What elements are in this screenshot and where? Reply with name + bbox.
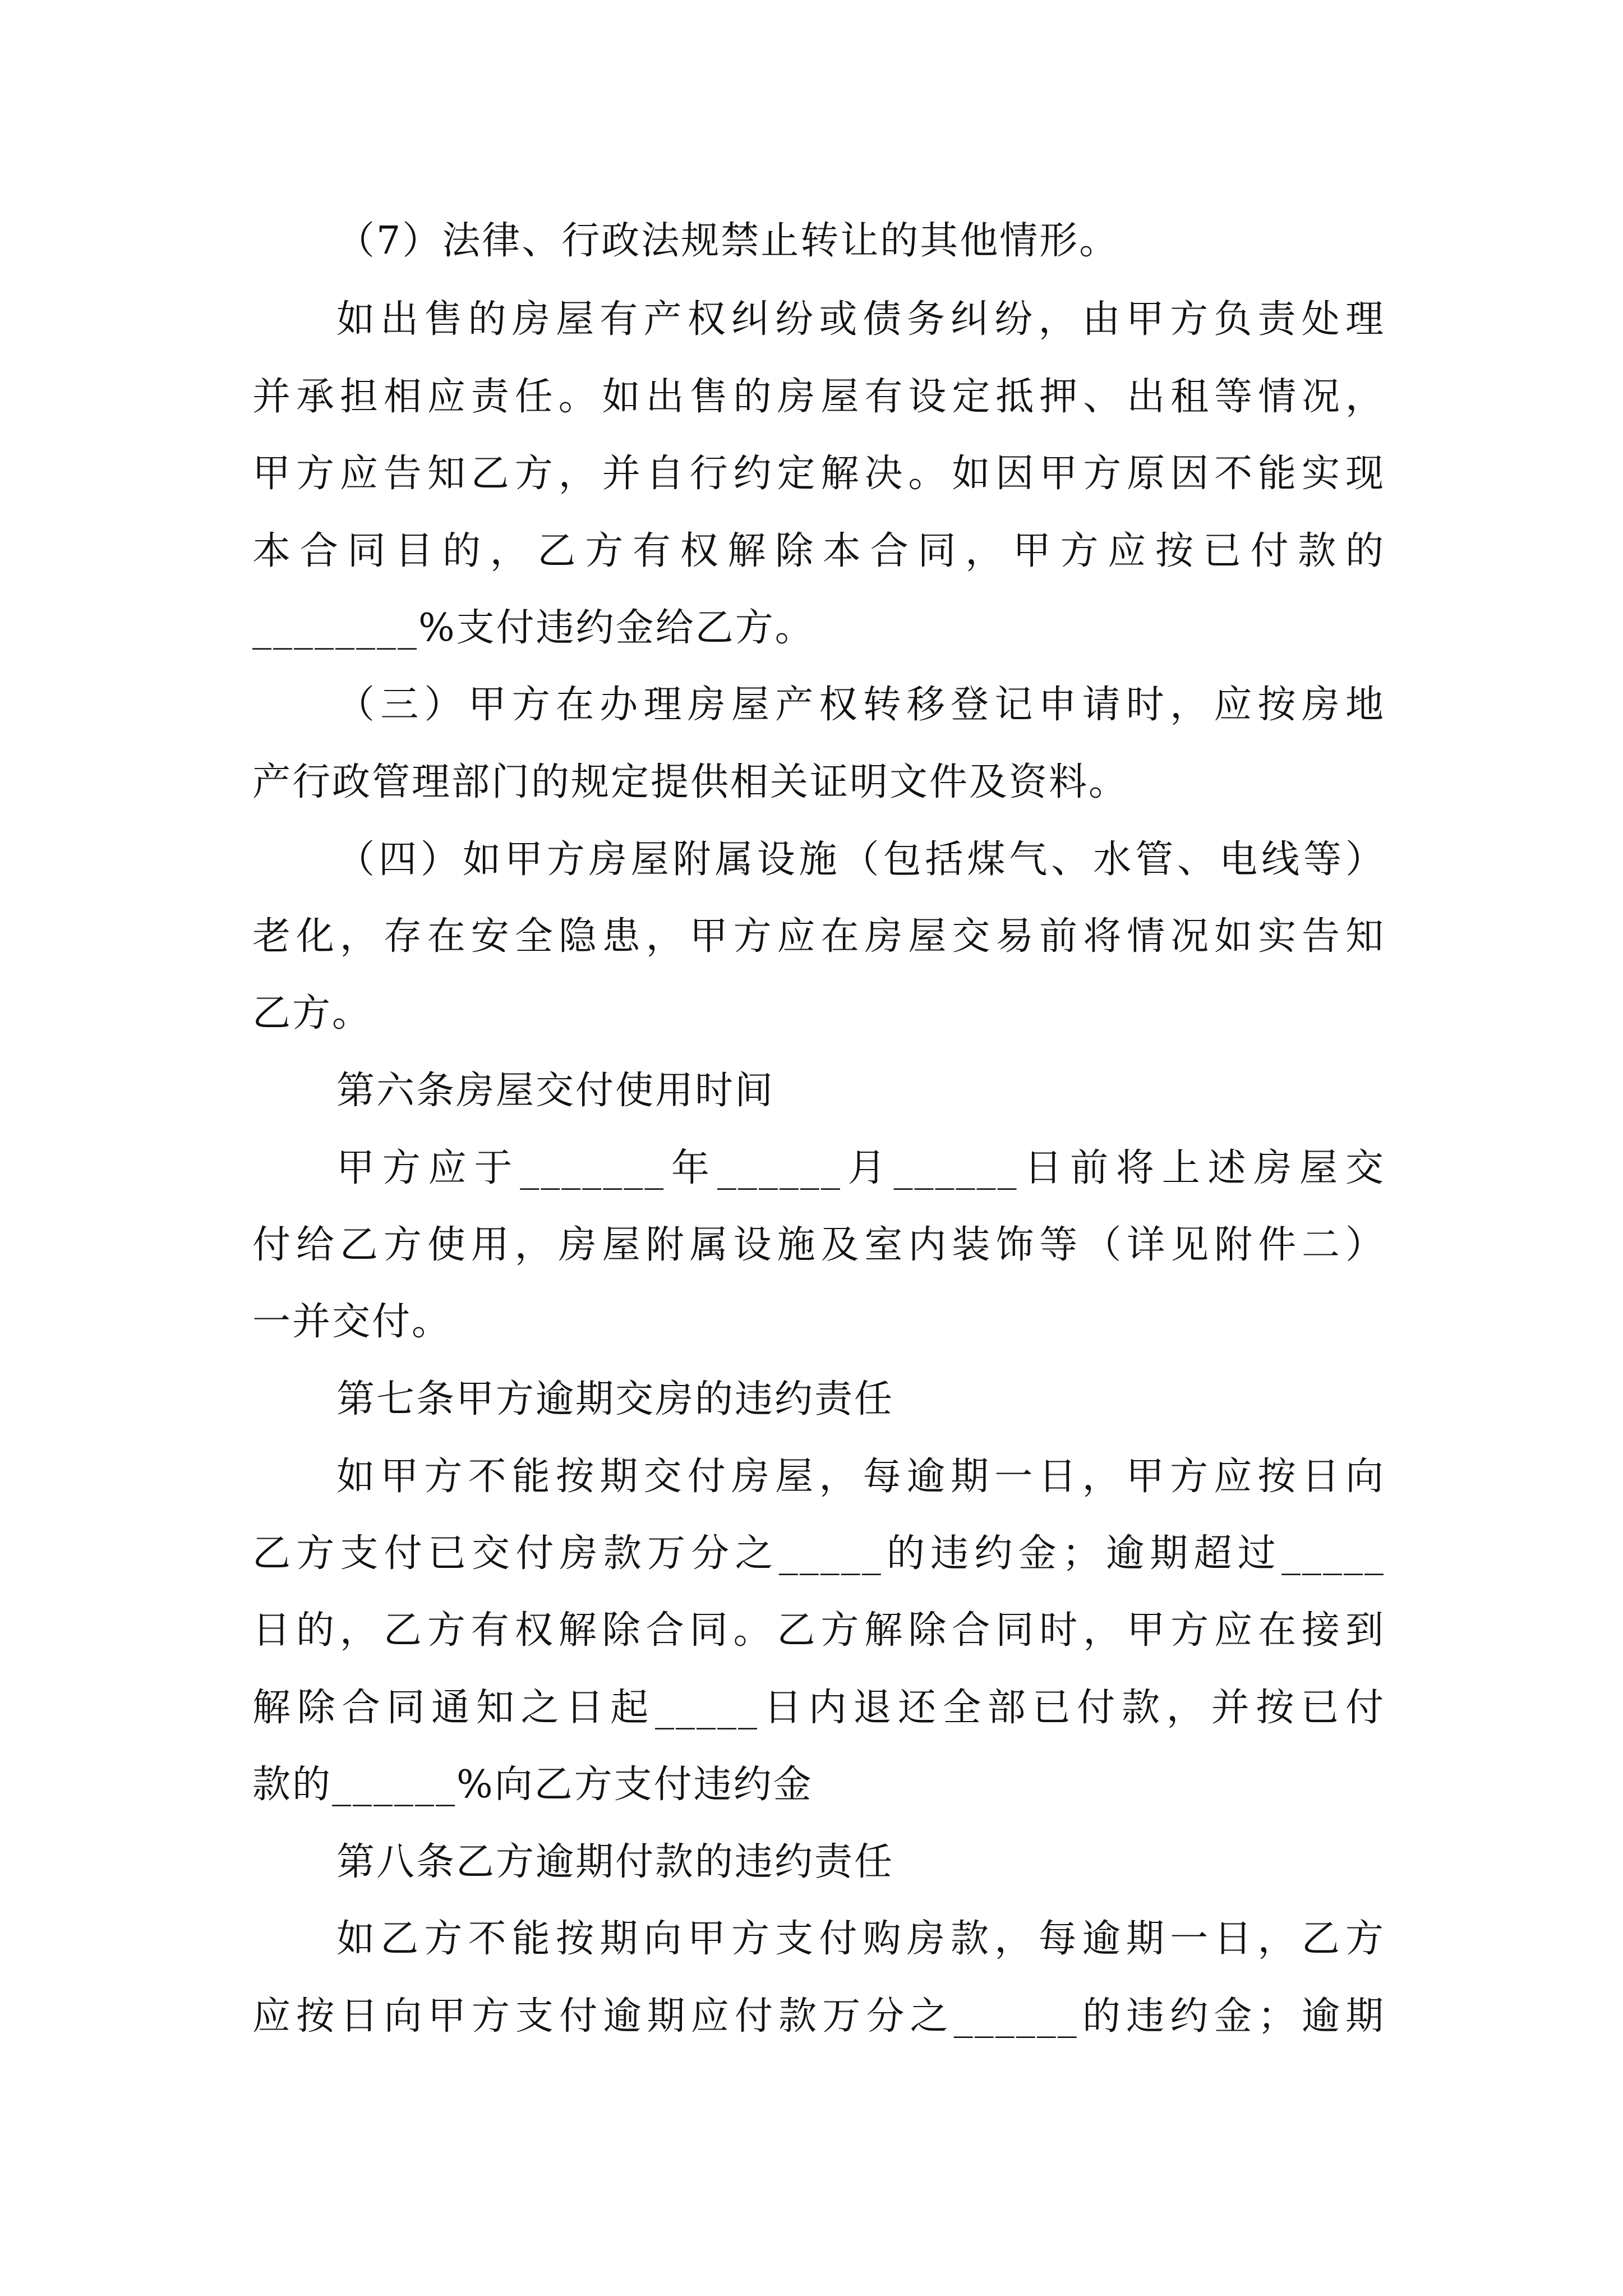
- text-line: 甲方应于_______年______月______日前将上述房屋交: [336, 1146, 1385, 1190]
- text-line: 如甲方不能按期交付房屋，每逾期一日，甲方应按日向: [336, 1455, 1385, 1499]
- section-heading: 第六条房屋交付使用时间: [336, 1069, 775, 1113]
- text-line: 日的，乙方有权解除合同。乙方解除合同时，甲方应在接到: [252, 1608, 1385, 1653]
- text-line: 款的______%向乙方支付违约金: [252, 1763, 813, 1807]
- text-line: 如乙方不能按期向甲方支付购房款，每逾期一日，乙方: [336, 1917, 1385, 1961]
- text-line: 本合同目的，乙方有权解除本合同，甲方应按已付款的: [252, 529, 1385, 573]
- section-heading: 第八条乙方逾期付款的违约责任: [336, 1840, 895, 1884]
- text-line: 一并交付。: [252, 1300, 452, 1344]
- text-line: 应按日向甲方支付逾期应付款万分之______的违约金；逾期: [252, 1994, 1385, 2039]
- text-line: 甲方应告知乙方，并自行约定解决。如因甲方原因不能实现: [252, 452, 1385, 496]
- text-line: 并承担相应责任。如出售的房屋有设定抵押、出租等情况，: [252, 375, 1385, 419]
- text-line: （四）如甲方房屋附属设施（包括煤气、水管、电线等）: [336, 838, 1385, 882]
- text-line: 乙方支付已交付房款万分之_____的违约金；逾期超过_____: [252, 1531, 1385, 1576]
- text-line: 付给乙方使用，房屋附属设施及室内装饰等（详见附件二）: [252, 1223, 1385, 1267]
- section-heading: 第七条甲方逾期交房的违约责任: [336, 1377, 895, 1421]
- text-line: （三）甲方在办理房屋产权转移登记申请时，应按房地: [336, 683, 1385, 727]
- text-line: ________%支付违约金给乙方。: [252, 606, 815, 650]
- text-line: （7）法律、行政法规禁止转让的其他情形。: [336, 219, 1119, 263]
- text-line: 解除合同通知之日起_____日内退还全部已付款，并按已付: [252, 1686, 1385, 1730]
- text-line: 老化，存在安全隐患，甲方应在房屋交易前将情况如实告知: [252, 914, 1385, 959]
- text-line: 乙方。: [252, 991, 372, 1036]
- text-line: 产行政管理部门的规定提供相关证明文件及资料。: [252, 760, 1129, 804]
- text-line: 如出售的房屋有产权纠纷或债务纠纷，由甲方负责处理: [336, 297, 1385, 342]
